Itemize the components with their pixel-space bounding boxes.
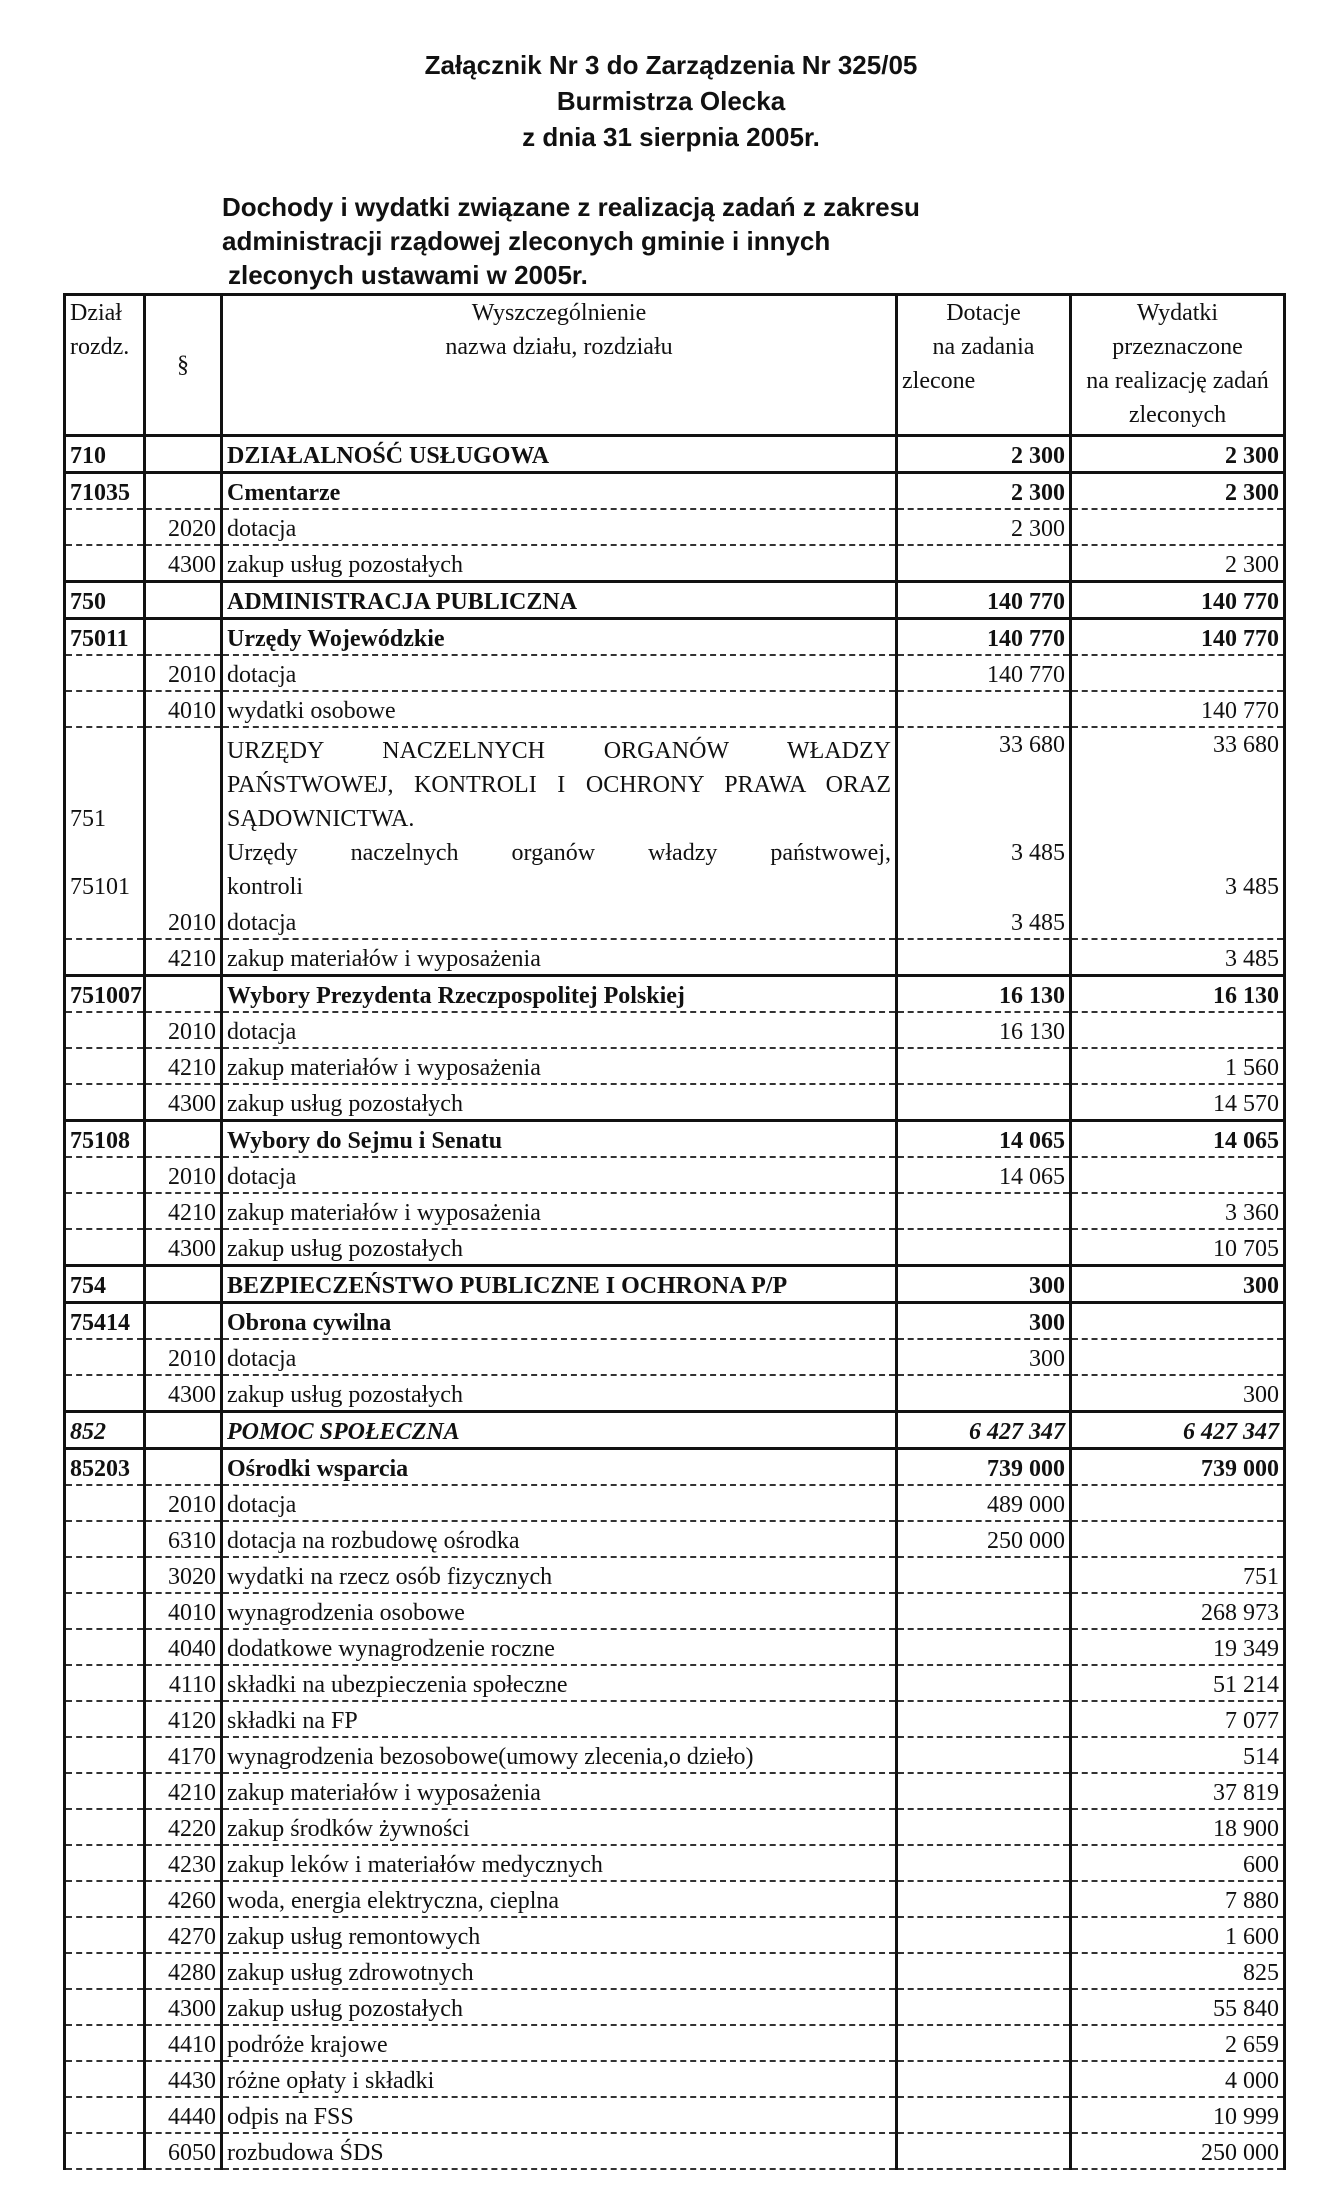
cell-code xyxy=(65,655,145,691)
table-row xyxy=(65,2061,1285,2097)
cell-code: 85203 xyxy=(65,1449,145,1486)
cell-description: zakup usług pozostałych xyxy=(222,1084,897,1121)
cell-dotacje: 250 000 xyxy=(897,1521,1071,1557)
header-wydatki xyxy=(1071,295,1285,436)
cell-paragraph: 4280 xyxy=(145,1953,222,1989)
cell-paragraph xyxy=(145,619,222,656)
cell-code xyxy=(65,1521,145,1557)
cell-paragraph: 2010 xyxy=(145,655,222,691)
cell-code xyxy=(65,2097,145,2133)
table-row xyxy=(65,1917,1285,1953)
cell-description: dotacja xyxy=(222,1012,897,1048)
cell-wydatki: 140 770 xyxy=(1071,619,1285,656)
header-paragraph: § xyxy=(145,295,222,436)
cell-dotacje xyxy=(897,1375,1071,1412)
cell-wydatki xyxy=(1071,655,1285,691)
chapter-row xyxy=(65,1121,1285,1158)
chapter-row xyxy=(65,619,1285,656)
cell-paragraph: 4210 xyxy=(145,939,222,976)
cell-code xyxy=(65,1375,145,1412)
cell-paragraph xyxy=(145,1303,222,1340)
cell-code: 75011 xyxy=(65,619,145,656)
cell-wydatki xyxy=(1071,1339,1285,1375)
cell-dotacje xyxy=(897,1737,1071,1773)
table-row xyxy=(65,1845,1285,1881)
cell-code xyxy=(65,1809,145,1845)
cell-code xyxy=(65,1012,145,1048)
cell-paragraph xyxy=(145,976,222,1013)
subtitle-line-1: Dochody i wydatki związane z realizacją zadań z zakresu xyxy=(222,192,920,222)
description-line-2: kontroli xyxy=(227,874,303,900)
cell-code xyxy=(65,2061,145,2097)
cell-description: Ośrodki wsparcia xyxy=(222,1449,897,1486)
cell-wydatki xyxy=(1071,1485,1285,1521)
cell-description: dotacja na rozbudowę ośrodka xyxy=(222,1521,897,1557)
table-row xyxy=(65,1012,1285,1048)
cell-paragraph: 4440 xyxy=(145,2097,222,2133)
cell-wydatki xyxy=(1071,509,1285,545)
cell-code: 710 xyxy=(65,436,145,473)
chapter-row xyxy=(65,976,1285,1013)
cell-wydatki: 268 973 xyxy=(1071,1593,1285,1629)
cell-wydatki: 3 360 xyxy=(1071,1193,1285,1229)
cell-paragraph xyxy=(145,1412,222,1449)
cell-dotacje xyxy=(897,1809,1071,1845)
header-dzial xyxy=(65,295,145,436)
table-row xyxy=(65,1773,1285,1809)
cell-wydatki: 55 840 xyxy=(1071,1989,1285,2025)
cell-wydatki: 37 819 xyxy=(1071,1773,1285,1809)
cell-description: zakup materiałów i wyposażenia xyxy=(222,1048,897,1084)
cell-wydatki xyxy=(1071,1012,1285,1048)
cell-description: składki na ubezpieczenia społeczne xyxy=(222,1665,897,1701)
cell-code xyxy=(65,904,145,939)
cell-code: 750 xyxy=(65,582,145,619)
table-row xyxy=(65,1157,1285,1193)
cell-paragraph xyxy=(145,582,222,619)
cell-wydatki: 10 999 xyxy=(1071,2097,1285,2133)
header-dzial-line-2: rozdz. xyxy=(70,334,130,360)
cell-description: dotacja xyxy=(222,1485,897,1521)
header-dotacje-line-3: zlecone xyxy=(902,368,976,394)
cell-paragraph xyxy=(145,1449,222,1486)
cell-code xyxy=(65,691,145,727)
cell-description: składki na FP xyxy=(222,1701,897,1737)
cell-description: podróże krajowe xyxy=(222,2025,897,2061)
cell-dotacje xyxy=(897,2097,1071,2133)
cell-wydatki: 2 300 xyxy=(1071,473,1285,510)
cell-wydatki xyxy=(1071,1157,1285,1193)
cell-description: rozbudowa ŚDS xyxy=(222,2133,897,2169)
cell-wydatki: 140 770 xyxy=(1071,691,1285,727)
cell-paragraph: 4410 xyxy=(145,2025,222,2061)
cell-paragraph: 2010 xyxy=(145,1157,222,1193)
cell-description: zakup usług pozostałych xyxy=(222,545,897,582)
cell-description: dotacja xyxy=(222,1157,897,1193)
cell-paragraph xyxy=(145,727,222,836)
cell-code xyxy=(65,1845,145,1881)
cell-wydatki: 16 130 xyxy=(1071,976,1285,1013)
table-row xyxy=(65,939,1285,976)
cell-code xyxy=(65,1485,145,1521)
cell-code: 75101 xyxy=(65,836,145,904)
cell-dotacje: 3 485 xyxy=(897,836,1071,904)
cell-dotacje xyxy=(897,1701,1071,1737)
cell-wydatki: 825 xyxy=(1071,1953,1285,1989)
cell-description: zakup materiałów i wyposażenia xyxy=(222,1773,897,1809)
cell-wydatki: 300 xyxy=(1071,1375,1285,1412)
cell-dotacje: 140 770 xyxy=(897,655,1071,691)
table-row xyxy=(65,2133,1285,2169)
cell-code: 754 xyxy=(65,1266,145,1303)
cell-wydatki: 19 349 xyxy=(1071,1629,1285,1665)
cell-dotacje xyxy=(897,1881,1071,1917)
header-wydatki-line-4: zleconych xyxy=(1128,402,1227,428)
cell-code: 751 xyxy=(65,727,145,836)
cell-description: zakup usług remontowych xyxy=(222,1917,897,1953)
table-row xyxy=(65,1339,1285,1375)
cell-dotacje xyxy=(897,1048,1071,1084)
cell-wydatki xyxy=(1071,904,1285,939)
cell-description: Wybory Prezydenta Rzeczpospolitej Polskiej xyxy=(222,976,897,1013)
cell-paragraph: 4230 xyxy=(145,1845,222,1881)
table-row xyxy=(65,1881,1285,1917)
cell-code xyxy=(65,1881,145,1917)
cell-dotacje xyxy=(897,1953,1071,1989)
cell-description: zakup usług pozostałych xyxy=(222,1375,897,1412)
cell-wydatki: 6 427 347 xyxy=(1071,1412,1285,1449)
cell-dotacje xyxy=(897,1773,1071,1809)
chapter-row xyxy=(65,1303,1285,1340)
cell-code xyxy=(65,1593,145,1629)
cell-paragraph: 4210 xyxy=(145,1048,222,1084)
cell-description: URZĘDY NACZELNYCH ORGANÓW WŁADZY PAŃSTWOWEJ, KONTROLI I OCHRONY PRAWA ORAZ SĄDOWNICTWA. xyxy=(222,727,897,836)
cell-code xyxy=(65,1048,145,1084)
cell-dotacje xyxy=(897,1665,1071,1701)
cell-paragraph: 2010 xyxy=(145,1485,222,1521)
cell-dotacje xyxy=(897,691,1071,727)
cell-dotacje: 2 300 xyxy=(897,436,1071,473)
cell-wydatki: 2 659 xyxy=(1071,2025,1285,2061)
cell-wydatki: 7 077 xyxy=(1071,1701,1285,1737)
table-row xyxy=(65,1701,1285,1737)
cell-code: 751007 xyxy=(65,976,145,1013)
document-header xyxy=(0,0,1342,290)
cell-code: 75414 xyxy=(65,1303,145,1340)
section-row xyxy=(65,1412,1285,1449)
table-row xyxy=(65,1737,1285,1773)
table-row xyxy=(65,655,1285,691)
cell-paragraph: 2010 xyxy=(145,904,222,939)
cell-code: 75108 xyxy=(65,1121,145,1158)
cell-paragraph xyxy=(145,1121,222,1158)
cell-dotacje: 33 680 xyxy=(897,727,1071,836)
cell-description: dotacja xyxy=(222,1339,897,1375)
subtitle-line-2: administracji rządowej zleconych gminie i innych xyxy=(222,226,831,256)
chapter-row xyxy=(65,836,1285,904)
subtitle-line-3: zleconych ustawami w 2005r. xyxy=(228,260,588,290)
cell-description: zakup usług zdrowotnych xyxy=(222,1953,897,1989)
cell-description: dotacja xyxy=(222,509,897,545)
cell-paragraph: 2010 xyxy=(145,1339,222,1375)
cell-dotacje: 3 485 xyxy=(897,904,1071,939)
cell-description: różne opłaty i składki xyxy=(222,2061,897,2097)
chapter-row xyxy=(65,473,1285,510)
cell-wydatki xyxy=(1071,1303,1285,1340)
cell-paragraph: 4210 xyxy=(145,1773,222,1809)
cell-paragraph xyxy=(145,473,222,510)
cell-paragraph: 4120 xyxy=(145,1701,222,1737)
cell-description: wynagrodzenia bezosobowe(umowy zlecenia,o dzieło) xyxy=(222,1737,897,1773)
cell-code xyxy=(65,545,145,582)
cell-paragraph: 4430 xyxy=(145,2061,222,2097)
cell-paragraph: 4300 xyxy=(145,545,222,582)
cell-code xyxy=(65,1773,145,1809)
cell-description: Cmentarze xyxy=(222,473,897,510)
table-row xyxy=(65,1593,1285,1629)
cell-wydatki: 33 680 xyxy=(1071,727,1285,836)
cell-paragraph: 4260 xyxy=(145,1881,222,1917)
table-row xyxy=(65,1193,1285,1229)
table-row xyxy=(65,1229,1285,1266)
cell-dotacje: 140 770 xyxy=(897,619,1071,656)
cell-code xyxy=(65,1629,145,1665)
table-header-row xyxy=(65,295,1285,436)
cell-wydatki: 250 000 xyxy=(1071,2133,1285,2169)
table-row xyxy=(65,1629,1285,1665)
cell-paragraph: 6310 xyxy=(145,1521,222,1557)
cell-description: wydatki osobowe xyxy=(222,691,897,727)
cell-dotacje: 14 065 xyxy=(897,1157,1071,1193)
cell-paragraph: 6050 xyxy=(145,2133,222,2169)
cell-wydatki: 3 485 xyxy=(1071,939,1285,976)
cell-dotacje xyxy=(897,545,1071,582)
cell-dotacje: 2 300 xyxy=(897,509,1071,545)
cell-dotacje: 16 130 xyxy=(897,1012,1071,1048)
cell-dotacje: 6 427 347 xyxy=(897,1412,1071,1449)
cell-dotacje: 739 000 xyxy=(897,1449,1071,1486)
header-dzial-line-1: Dział xyxy=(70,300,122,326)
cell-code: 852 xyxy=(65,1412,145,1449)
section-row xyxy=(65,727,1285,836)
table-row xyxy=(65,545,1285,582)
cell-dotacje xyxy=(897,1845,1071,1881)
cell-wydatki: 14 570 xyxy=(1071,1084,1285,1121)
cell-paragraph xyxy=(145,836,222,904)
cell-code xyxy=(65,1917,145,1953)
cell-code xyxy=(65,1229,145,1266)
cell-dotacje xyxy=(897,2061,1071,2097)
cell-description: zakup usług pozostałych xyxy=(222,1229,897,1266)
cell-code xyxy=(65,1701,145,1737)
cell-description: zakup materiałów i wyposażenia xyxy=(222,1193,897,1229)
cell-wydatki: 739 000 xyxy=(1071,1449,1285,1486)
cell-wydatki: 2 300 xyxy=(1071,545,1285,582)
cell-description: Obrona cywilna xyxy=(222,1303,897,1340)
table-row xyxy=(65,2097,1285,2133)
cell-dotacje: 14 065 xyxy=(897,1121,1071,1158)
table-row xyxy=(65,1521,1285,1557)
cell-dotacje xyxy=(897,2025,1071,2061)
header-description-line-2: nazwa działu, rozdziału xyxy=(445,334,673,360)
cell-description: Urzędy Wojewódzkie xyxy=(222,619,897,656)
cell-description: zakup materiałów i wyposażenia xyxy=(222,939,897,976)
cell-code xyxy=(65,1557,145,1593)
cell-paragraph xyxy=(145,436,222,473)
cell-code xyxy=(65,1737,145,1773)
cell-paragraph: 3020 xyxy=(145,1557,222,1593)
cell-description xyxy=(222,836,897,904)
cell-wydatki: 7 880 xyxy=(1071,1881,1285,1917)
cell-paragraph: 4300 xyxy=(145,1084,222,1121)
cell-description: POMOC SPOŁECZNA xyxy=(222,1412,897,1449)
cell-description: wydatki na rzecz osób fizycznych xyxy=(222,1557,897,1593)
cell-paragraph: 2020 xyxy=(145,509,222,545)
header-dotacje-line-1: Dotacje xyxy=(946,300,1021,326)
table-row xyxy=(65,509,1285,545)
header-wydatki-line-1: Wydatki xyxy=(1136,300,1219,326)
cell-wydatki: 300 xyxy=(1071,1266,1285,1303)
table-row xyxy=(65,1485,1285,1521)
cell-paragraph: 4010 xyxy=(145,691,222,727)
cell-code xyxy=(65,1193,145,1229)
header-description xyxy=(222,295,897,436)
cell-dotacje xyxy=(897,1084,1071,1121)
cell-description: BEZPIECZEŃSTWO PUBLICZNE I OCHRONA P/P xyxy=(222,1266,897,1303)
cell-description: dodatkowe wynagrodzenie roczne xyxy=(222,1629,897,1665)
header-wydatki-line-3: na realizację zadań xyxy=(1086,368,1269,394)
header-wydatki-line-2: przeznaczone xyxy=(1112,334,1243,360)
table-row xyxy=(65,1953,1285,1989)
section-row xyxy=(65,436,1285,473)
table-row xyxy=(65,904,1285,939)
cell-description: Wybory do Sejmu i Senatu xyxy=(222,1121,897,1158)
cell-dotacje: 300 xyxy=(897,1339,1071,1375)
table-row xyxy=(65,1665,1285,1701)
cell-wydatki: 18 900 xyxy=(1071,1809,1285,1845)
cell-wydatki: 1 560 xyxy=(1071,1048,1285,1084)
cell-code xyxy=(65,1339,145,1375)
chapter-row xyxy=(65,1449,1285,1486)
cell-wydatki: 140 770 xyxy=(1071,582,1285,619)
cell-code xyxy=(65,509,145,545)
cell-code xyxy=(65,1157,145,1193)
cell-wydatki: 10 705 xyxy=(1071,1229,1285,1266)
section-row xyxy=(65,582,1285,619)
cell-dotacje xyxy=(897,1593,1071,1629)
cell-paragraph: 4110 xyxy=(145,1665,222,1701)
table-row xyxy=(65,1989,1285,2025)
cell-paragraph: 4270 xyxy=(145,1917,222,1953)
date-line: z dnia 31 sierpnia 2005r. xyxy=(522,122,820,152)
table-row xyxy=(65,691,1285,727)
cell-code xyxy=(65,2133,145,2169)
cell-code xyxy=(65,1084,145,1121)
cell-wydatki xyxy=(1071,1521,1285,1557)
cell-description: zakup usług pozostałych xyxy=(222,1989,897,2025)
cell-paragraph: 4170 xyxy=(145,1737,222,1773)
cell-paragraph: 4300 xyxy=(145,1229,222,1266)
table-row xyxy=(65,1084,1285,1121)
cell-dotacje: 2 300 xyxy=(897,473,1071,510)
cell-description: dotacja xyxy=(222,904,897,939)
cell-dotacje xyxy=(897,939,1071,976)
description-line-1: Urzędy naczelnych organów władzy państwowej, xyxy=(227,840,891,866)
cell-dotacje: 300 xyxy=(897,1303,1071,1340)
table-row xyxy=(65,2025,1285,2061)
cell-description: wynagrodzenia osobowe xyxy=(222,1593,897,1629)
header-dotacje xyxy=(897,295,1071,436)
cell-wydatki: 1 600 xyxy=(1071,1917,1285,1953)
cell-wydatki: 514 xyxy=(1071,1737,1285,1773)
cell-description: odpis na FSS xyxy=(222,2097,897,2133)
table-row xyxy=(65,1048,1285,1084)
cell-description: ADMINISTRACJA PUBLICZNA xyxy=(222,582,897,619)
cell-wydatki: 600 xyxy=(1071,1845,1285,1881)
cell-dotacje xyxy=(897,2133,1071,2169)
cell-code xyxy=(65,939,145,976)
budget-table xyxy=(63,293,1286,2170)
cell-wydatki: 4 000 xyxy=(1071,2061,1285,2097)
issuer-line: Burmistrza Olecka xyxy=(556,86,786,116)
header-description-line-1: Wyszczególnienie xyxy=(471,300,647,326)
cell-paragraph: 4300 xyxy=(145,1375,222,1412)
cell-code: 71035 xyxy=(65,473,145,510)
cell-paragraph: 4040 xyxy=(145,1629,222,1665)
cell-dotacje xyxy=(897,1917,1071,1953)
attachment-title: Załącznik Nr 3 do Zarządzenia Nr 325/05 xyxy=(424,50,918,80)
cell-dotacje: 300 xyxy=(897,1266,1071,1303)
cell-dotacje xyxy=(897,1557,1071,1593)
cell-wydatki: 14 065 xyxy=(1071,1121,1285,1158)
table-row xyxy=(65,1557,1285,1593)
cell-paragraph: 4300 xyxy=(145,1989,222,2025)
cell-description: dotacja xyxy=(222,655,897,691)
table-row xyxy=(65,1375,1285,1412)
cell-paragraph: 2010 xyxy=(145,1012,222,1048)
section-row xyxy=(65,1266,1285,1303)
cell-paragraph: 4210 xyxy=(145,1193,222,1229)
cell-description: zakup środków żywności xyxy=(222,1809,897,1845)
cell-dotacje: 140 770 xyxy=(897,582,1071,619)
cell-dotacje: 16 130 xyxy=(897,976,1071,1013)
cell-code xyxy=(65,1665,145,1701)
cell-dotacje xyxy=(897,1629,1071,1665)
cell-wydatki: 51 214 xyxy=(1071,1665,1285,1701)
cell-description: DZIAŁALNOŚĆ USŁUGOWA xyxy=(222,436,897,473)
cell-description: zakup leków i materiałów medycznych xyxy=(222,1845,897,1881)
cell-wydatki: 2 300 xyxy=(1071,436,1285,473)
cell-dotacje xyxy=(897,1193,1071,1229)
cell-dotacje xyxy=(897,1229,1071,1266)
cell-code xyxy=(65,1953,145,1989)
header-dotacje-line-2: na zadania xyxy=(932,334,1035,360)
cell-code xyxy=(65,1989,145,2025)
cell-description: woda, energia elektryczna, cieplna xyxy=(222,1881,897,1917)
cell-paragraph: 4010 xyxy=(145,1593,222,1629)
cell-code xyxy=(65,2025,145,2061)
cell-wydatki: 3 485 xyxy=(1071,836,1285,904)
cell-paragraph xyxy=(145,1266,222,1303)
cell-wydatki: 751 xyxy=(1071,1557,1285,1593)
cell-dotacje: 489 000 xyxy=(897,1485,1071,1521)
cell-dotacje xyxy=(897,1989,1071,2025)
cell-paragraph: 4220 xyxy=(145,1809,222,1845)
table-row xyxy=(65,1809,1285,1845)
